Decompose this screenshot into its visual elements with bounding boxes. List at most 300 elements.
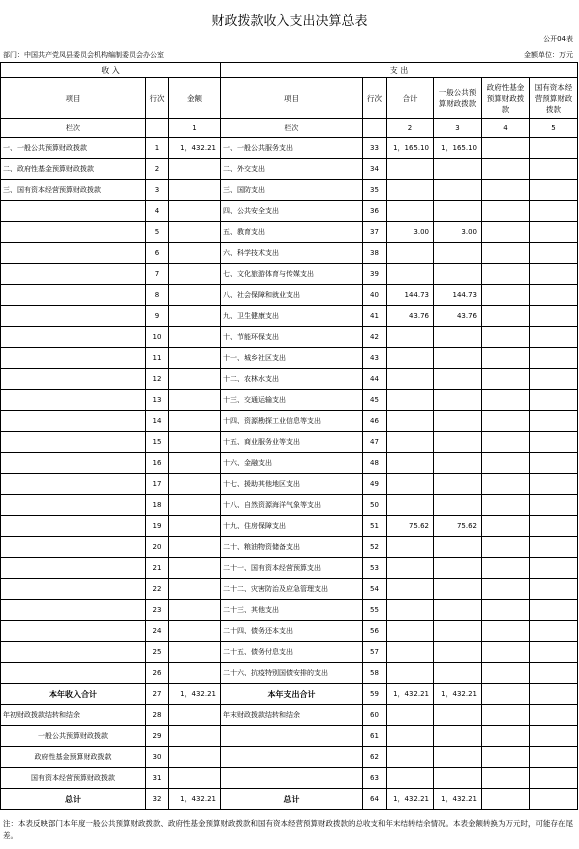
- expense-general-cell: [434, 348, 482, 369]
- expense-total-cell: [387, 621, 434, 642]
- sub2-label: 政府性基金预算财政拨款: [1, 747, 146, 768]
- expense-fund-cell: [482, 558, 530, 579]
- table-row: [1, 138, 578, 159]
- income-item-cell: [1, 432, 146, 453]
- expense-fund-cell: [482, 138, 530, 159]
- expense-fund-cell: [482, 306, 530, 327]
- expense-total-cell: [387, 348, 434, 369]
- expense-state-cell: [530, 306, 578, 327]
- expense-total-cell: [387, 432, 434, 453]
- expense-general-cell: [434, 180, 482, 201]
- expense-general-cell: [434, 369, 482, 390]
- empty-cell: [434, 726, 482, 747]
- expense-fund-cell: [482, 264, 530, 285]
- expense-line-cell: 57: [363, 642, 387, 663]
- expense-state-cell: [530, 621, 578, 642]
- income-amount-cell: [169, 537, 221, 558]
- expense-total-cell: [387, 411, 434, 432]
- income-line-cell: 9: [146, 306, 169, 327]
- income-item-cell: [1, 390, 146, 411]
- table-row: [1, 537, 578, 558]
- expense-line-cell: 42: [363, 327, 387, 348]
- expense-line-cell: 44: [363, 369, 387, 390]
- grand-total-line: 32: [146, 789, 169, 810]
- expense-total-cell: 3.00: [387, 222, 434, 243]
- expense-item-cell: 三、国防支出: [221, 180, 363, 201]
- end-balance-line: 60: [363, 705, 387, 726]
- expense-general-cell: [434, 432, 482, 453]
- table-row: [1, 285, 578, 306]
- empty-cell: [482, 789, 530, 810]
- expense-total-cell: [387, 579, 434, 600]
- income-line-cell: 16: [146, 453, 169, 474]
- income-item-cell: [1, 600, 146, 621]
- expense-state-cell: [530, 579, 578, 600]
- income-amount-cell: [169, 369, 221, 390]
- expense-general-cell: 1，165.10: [434, 138, 482, 159]
- expense-general-cell: [434, 558, 482, 579]
- summary-row-sub1: [1, 726, 578, 747]
- expense-general-cell: [434, 600, 482, 621]
- income-line-cell: 5: [146, 222, 169, 243]
- grand-total-label: 总计: [1, 789, 146, 810]
- income-item-cell: [1, 579, 146, 600]
- expense-fund-cell: [482, 516, 530, 537]
- expense-total-cell: [387, 600, 434, 621]
- year-expense-general: 1，432.21: [434, 684, 482, 705]
- expense-total-cell: 144.73: [387, 285, 434, 306]
- expense-state-cell: [530, 264, 578, 285]
- income-amount-cell: [169, 390, 221, 411]
- income-amount-cell: [169, 222, 221, 243]
- department-label: 部门：中国共产党凤县委员会机构编制委员会办公室: [3, 51, 164, 59]
- expense-line-cell: 34: [363, 159, 387, 180]
- summary-row-sub2: [1, 747, 578, 768]
- income-item-cell: 一、一般公共预算财政拨款: [1, 138, 146, 159]
- year-income-line: 27: [146, 684, 169, 705]
- summary-row-sub3: [1, 768, 578, 789]
- table-row: [1, 558, 578, 579]
- income-line-cell: 13: [146, 390, 169, 411]
- expense-general-cell: [434, 453, 482, 474]
- expense-line-cell: 50: [363, 495, 387, 516]
- grand-total-right-line: 64: [363, 789, 387, 810]
- income-amount-cell: [169, 579, 221, 600]
- empty-cell: [530, 684, 578, 705]
- income-amount-cell: [169, 411, 221, 432]
- income-amount-cell: [169, 642, 221, 663]
- empty-cell: [530, 726, 578, 747]
- sub2-right-line: 62: [363, 747, 387, 768]
- expense-total-cell: [387, 537, 434, 558]
- income-line-cell: 2: [146, 159, 169, 180]
- empty-cell: [146, 119, 169, 138]
- column-number-5: 5: [530, 119, 578, 138]
- footnote: 注：本表反映部门本年度一般公共预算财政拨款、政府性基金预算财政拨款和国有资本经营预算财政拨款的总收支和年末结转结余情况。本表金额转换为万元时，可能存在尾差。: [3, 819, 573, 840]
- income-item-cell: [1, 621, 146, 642]
- income-line-cell: 10: [146, 327, 169, 348]
- expense-item-cell: 十一、城乡社区支出: [221, 348, 363, 369]
- year-expense-line: 59: [363, 684, 387, 705]
- page-title: 财政拨款收入支出决算总表: [211, 14, 368, 29]
- expense-general-cell: [434, 159, 482, 180]
- expense-line-cell: 46: [363, 411, 387, 432]
- expense-line-header: 行次: [363, 78, 387, 119]
- income-amount-cell: [169, 621, 221, 642]
- expense-state-cell: [530, 138, 578, 159]
- expense-line-cell: 52: [363, 537, 387, 558]
- expense-state-cell: [530, 222, 578, 243]
- expense-state-cell: [530, 180, 578, 201]
- expense-total-cell: [387, 180, 434, 201]
- expense-line-cell: 48: [363, 453, 387, 474]
- total-header: 合计: [387, 78, 434, 119]
- empty-cell: [169, 768, 221, 789]
- expense-general-cell: 3.00: [434, 222, 482, 243]
- income-line-cell: 14: [146, 411, 169, 432]
- sub3-label: 国有资本经营预算财政拨款: [1, 768, 146, 789]
- income-item-cell: [1, 327, 146, 348]
- expense-state-cell: [530, 432, 578, 453]
- income-item-cell: [1, 264, 146, 285]
- expense-total-cell: [387, 327, 434, 348]
- table-row: [1, 348, 578, 369]
- expense-general-cell: [434, 621, 482, 642]
- income-amount-cell: [169, 327, 221, 348]
- expense-line-cell: 37: [363, 222, 387, 243]
- form-number: 公开04表: [543, 35, 573, 43]
- column-number-3: 3: [434, 119, 482, 138]
- income-line-cell: 24: [146, 621, 169, 642]
- expense-total-cell: [387, 243, 434, 264]
- unit-label: 金额单位：万元: [524, 51, 573, 59]
- expense-line-cell: 53: [363, 558, 387, 579]
- empty-cell: [482, 726, 530, 747]
- table-row: [1, 222, 578, 243]
- income-line-cell: 22: [146, 579, 169, 600]
- income-item-cell: [1, 558, 146, 579]
- income-line-cell: 4: [146, 201, 169, 222]
- expense-general-cell: [434, 411, 482, 432]
- expense-line-cell: 33: [363, 138, 387, 159]
- income-item-cell: [1, 369, 146, 390]
- expense-fund-cell: [482, 222, 530, 243]
- expense-state-cell: [530, 201, 578, 222]
- expense-state-cell: [530, 159, 578, 180]
- income-line-cell: 23: [146, 600, 169, 621]
- income-item-cell: [1, 411, 146, 432]
- expense-state-cell: [530, 348, 578, 369]
- empty-cell: [530, 789, 578, 810]
- year-expense-total: 1，432.21: [387, 684, 434, 705]
- begin-balance-label: 年初财政拨款结转和结余: [1, 705, 146, 726]
- income-item-cell: [1, 201, 146, 222]
- expense-total-cell: 75.62: [387, 516, 434, 537]
- table-row: [1, 432, 578, 453]
- expense-line-cell: 49: [363, 474, 387, 495]
- grand-total-right-label: 总计: [221, 789, 363, 810]
- expense-general-cell: [434, 474, 482, 495]
- sub1-line: 29: [146, 726, 169, 747]
- income-amount-cell: [169, 180, 221, 201]
- expense-item-cell: 十九、住房保障支出: [221, 516, 363, 537]
- income-line-cell: 7: [146, 264, 169, 285]
- general-budget-header: 一般公共预算财政拨款: [434, 78, 482, 119]
- expense-state-cell: [530, 243, 578, 264]
- income-amount-cell: [169, 495, 221, 516]
- income-line-cell: 21: [146, 558, 169, 579]
- expense-item-cell: 七、文化旅游体育与传媒支出: [221, 264, 363, 285]
- expense-item-cell: 一、一般公共服务支出: [221, 138, 363, 159]
- end-balance-label: 年末财政拨款结转和结余: [221, 705, 363, 726]
- expense-item-cell: 二十四、债务还本支出: [221, 621, 363, 642]
- empty-cell: [482, 684, 530, 705]
- sub3-right-line: 63: [363, 768, 387, 789]
- expense-line-cell: 41: [363, 306, 387, 327]
- expense-total-cell: [387, 390, 434, 411]
- income-line-cell: 11: [146, 348, 169, 369]
- expense-total-cell: [387, 495, 434, 516]
- expense-item-cell: 十四、资源勘探工业信息等支出: [221, 411, 363, 432]
- expense-total-cell: [387, 453, 434, 474]
- expense-item-cell: 二十一、国有资本经营预算支出: [221, 558, 363, 579]
- income-amount-cell: [169, 432, 221, 453]
- expense-general-cell: 43.76: [434, 306, 482, 327]
- income-amount-cell: 1，432.21: [169, 138, 221, 159]
- empty-cell: [221, 768, 363, 789]
- expense-item-cell: 二十二、灾害防治及应急管理支出: [221, 579, 363, 600]
- summary-row-grand-total: [1, 789, 578, 810]
- empty-cell: [434, 747, 482, 768]
- expense-fund-cell: [482, 579, 530, 600]
- table-row: [1, 453, 578, 474]
- expense-general-cell: [434, 201, 482, 222]
- expense-state-cell: [530, 558, 578, 579]
- expense-line-cell: 35: [363, 180, 387, 201]
- income-line-cell: 6: [146, 243, 169, 264]
- expense-item-cell: 八、社会保障和就业支出: [221, 285, 363, 306]
- expense-fund-cell: [482, 411, 530, 432]
- income-item-cell: [1, 474, 146, 495]
- expense-line-cell: 47: [363, 432, 387, 453]
- expense-fund-cell: [482, 474, 530, 495]
- table-row: [1, 264, 578, 285]
- expense-item-cell: 六、科学技术支出: [221, 243, 363, 264]
- year-income-label: 本年收入合计: [1, 684, 146, 705]
- income-line-cell: 25: [146, 642, 169, 663]
- table-row: [1, 663, 578, 684]
- fund-budget-header: 政府性基金预算财政拨款: [482, 78, 530, 119]
- expense-item-cell: 二十三、其他支出: [221, 600, 363, 621]
- empty-cell: [169, 726, 221, 747]
- expense-line-cell: 58: [363, 663, 387, 684]
- sub1-right-line: 61: [363, 726, 387, 747]
- expense-line-cell: 36: [363, 201, 387, 222]
- expense-fund-cell: [482, 180, 530, 201]
- column-number-4: 4: [482, 119, 530, 138]
- expense-total-cell: [387, 474, 434, 495]
- empty-cell: [387, 768, 434, 789]
- expense-fund-cell: [482, 600, 530, 621]
- expense-item-cell: 二十六、抗疫特别国债安排的支出: [221, 663, 363, 684]
- expense-fund-cell: [482, 537, 530, 558]
- empty-cell: [363, 119, 387, 138]
- income-item-cell: [1, 516, 146, 537]
- table-row: [1, 327, 578, 348]
- summary-row-year: [1, 684, 578, 705]
- income-amount-cell: [169, 285, 221, 306]
- expense-item-cell: 四、公共安全支出: [221, 201, 363, 222]
- expense-general-cell: [434, 243, 482, 264]
- expense-line-cell: 43: [363, 348, 387, 369]
- expense-total-cell: 1，165.10: [387, 138, 434, 159]
- expense-line-cell: 54: [363, 579, 387, 600]
- income-amount-cell: [169, 453, 221, 474]
- expense-fund-cell: [482, 621, 530, 642]
- table-row: [1, 516, 578, 537]
- table-row: [1, 495, 578, 516]
- expense-total-cell: [387, 663, 434, 684]
- empty-cell: [482, 747, 530, 768]
- income-amount-cell: [169, 600, 221, 621]
- table-row: [1, 159, 578, 180]
- income-line-cell: 19: [146, 516, 169, 537]
- expense-general-cell: [434, 663, 482, 684]
- expense-state-cell: [530, 369, 578, 390]
- sub2-line: 30: [146, 747, 169, 768]
- empty-cell: [434, 768, 482, 789]
- expense-state-cell: [530, 495, 578, 516]
- grand-total-right-total: 1，432.21: [387, 789, 434, 810]
- expense-general-cell: [434, 495, 482, 516]
- expense-state-cell: [530, 390, 578, 411]
- expense-fund-cell: [482, 390, 530, 411]
- expense-item-cell: 十七、援助其他地区支出: [221, 474, 363, 495]
- table-row: [1, 600, 578, 621]
- income-line-cell: 20: [146, 537, 169, 558]
- empty-cell: [530, 705, 578, 726]
- income-line-cell: 12: [146, 369, 169, 390]
- table-row: [1, 369, 578, 390]
- income-item-cell: 二、政府性基金预算财政拨款: [1, 159, 146, 180]
- expense-fund-cell: [482, 495, 530, 516]
- expense-state-cell: [530, 537, 578, 558]
- income-item-cell: [1, 285, 146, 306]
- income-amount-cell: [169, 306, 221, 327]
- expense-fund-cell: [482, 369, 530, 390]
- expense-item-cell: 十八、自然资源海洋气象等支出: [221, 495, 363, 516]
- expense-state-cell: [530, 453, 578, 474]
- state-capital-header: 国有资本经营预算财政拨款: [530, 78, 578, 119]
- income-item-cell: [1, 642, 146, 663]
- income-item-cell: 三、国有资本经营预算财政拨款: [1, 180, 146, 201]
- income-amount-header: 金额: [169, 78, 221, 119]
- income-item-cell: [1, 222, 146, 243]
- income-amount-cell: [169, 264, 221, 285]
- table-row: [1, 243, 578, 264]
- summary-row-carryover: [1, 705, 578, 726]
- grand-total-right-general: 1，432.21: [434, 789, 482, 810]
- expense-line-cell: 38: [363, 243, 387, 264]
- expense-fund-cell: [482, 348, 530, 369]
- expense-item-cell: 九、卫生健康支出: [221, 306, 363, 327]
- expense-total-cell: [387, 558, 434, 579]
- income-item-cell: [1, 348, 146, 369]
- income-item-cell: [1, 663, 146, 684]
- empty-cell: [530, 768, 578, 789]
- expense-general-cell: [434, 390, 482, 411]
- empty-cell: [434, 705, 482, 726]
- expense-fund-cell: [482, 159, 530, 180]
- income-item-cell: [1, 495, 146, 516]
- expense-state-cell: [530, 327, 578, 348]
- income-line-header: 行次: [146, 78, 169, 119]
- expense-total-cell: [387, 201, 434, 222]
- empty-cell: [482, 705, 530, 726]
- expense-state-cell: [530, 285, 578, 306]
- expense-state-cell: [530, 516, 578, 537]
- expense-item-cell: 五、教育支出: [221, 222, 363, 243]
- table-row: [1, 474, 578, 495]
- income-amount-cell: [169, 516, 221, 537]
- expense-item-header: 项目: [221, 78, 363, 119]
- expense-general-cell: 144.73: [434, 285, 482, 306]
- expense-fund-cell: [482, 453, 530, 474]
- table-row: [1, 411, 578, 432]
- income-line-cell: 8: [146, 285, 169, 306]
- empty-cell: [221, 726, 363, 747]
- column-number-1: 1: [169, 119, 221, 138]
- expense-total-cell: [387, 369, 434, 390]
- income-item-header: 项目: [1, 78, 146, 119]
- expense-line-cell: 56: [363, 621, 387, 642]
- expense-line-cell: 51: [363, 516, 387, 537]
- expense-state-cell: [530, 600, 578, 621]
- income-line-cell: 1: [146, 138, 169, 159]
- income-line-cell: 17: [146, 474, 169, 495]
- expense-fund-cell: [482, 285, 530, 306]
- expense-line-cell: 39: [363, 264, 387, 285]
- grand-total-amount: 1，432.21: [169, 789, 221, 810]
- table-row: [1, 201, 578, 222]
- income-line-cell: 18: [146, 495, 169, 516]
- income-amount-cell: [169, 558, 221, 579]
- expense-line-cell: 40: [363, 285, 387, 306]
- income-header: 收 入: [1, 63, 221, 78]
- table-row: [1, 306, 578, 327]
- empty-cell: [530, 747, 578, 768]
- column-number-2: 2: [387, 119, 434, 138]
- table-row: [1, 180, 578, 201]
- expense-total-cell: [387, 642, 434, 663]
- expense-state-cell: [530, 411, 578, 432]
- empty-cell: [387, 726, 434, 747]
- expense-state-cell: [530, 642, 578, 663]
- expense-total-cell: [387, 264, 434, 285]
- empty-cell: [169, 747, 221, 768]
- expense-fund-cell: [482, 201, 530, 222]
- expense-general-cell: [434, 642, 482, 663]
- empty-cell: [221, 747, 363, 768]
- income-line-cell: 26: [146, 663, 169, 684]
- expense-item-cell: 二、外交支出: [221, 159, 363, 180]
- expense-header: 支 出: [221, 63, 578, 78]
- income-item-cell: [1, 537, 146, 558]
- table-row: [1, 642, 578, 663]
- expense-fund-cell: [482, 663, 530, 684]
- income-amount-cell: [169, 243, 221, 264]
- income-item-cell: [1, 306, 146, 327]
